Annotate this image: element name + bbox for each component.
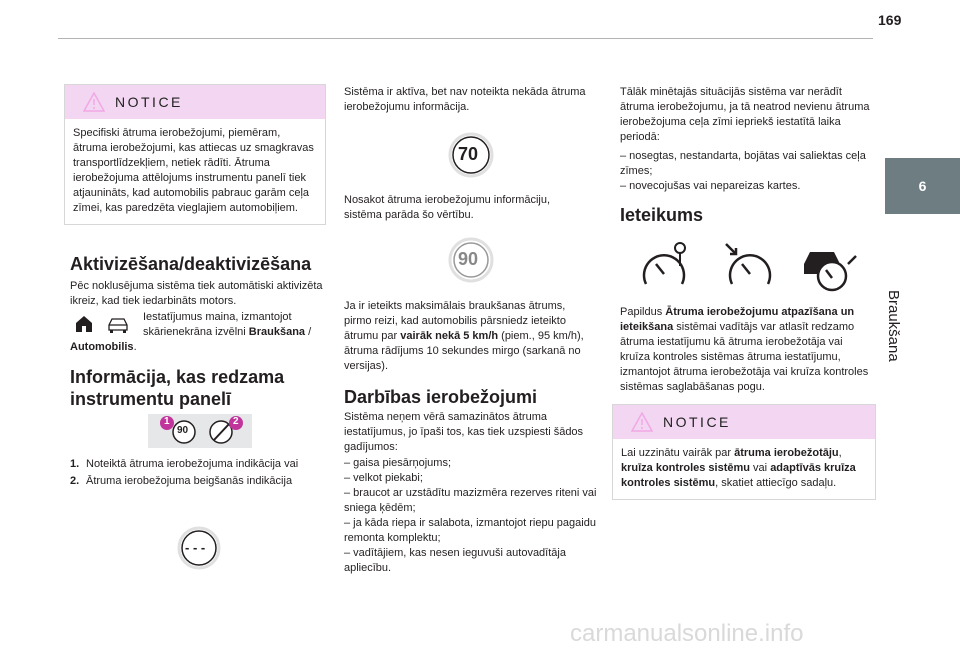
indicator-list bbox=[70, 457, 330, 489]
list-item: – vadītājiem, kas nesen ieguvuši autovadītāja apliecību. bbox=[344, 547, 566, 574]
watermark: carmanualsonline.info bbox=[570, 620, 804, 647]
section-heading-activation: Aktivizēšana/deaktivizēšana bbox=[70, 254, 312, 274]
speedometer-arrow-icon bbox=[722, 240, 782, 292]
sign-value-90: 90 bbox=[177, 425, 189, 436]
sign-70-value: 70 bbox=[458, 144, 479, 164]
limits-list bbox=[344, 456, 599, 576]
chapter-tab: 6 bbox=[885, 158, 960, 214]
speed-sign-70-icon bbox=[447, 131, 495, 179]
instrument-panel-illustration bbox=[148, 414, 252, 448]
list-item: – velkot piekabi; bbox=[344, 472, 423, 484]
section-heading-advice: Ieteikums bbox=[620, 205, 704, 225]
section-heading-info-line1: Informācija, kas redzama bbox=[70, 367, 285, 387]
settings-text-part: Iestatījumus maina, izmantojot skārienekrāna izvēlni bbox=[143, 311, 292, 338]
list-item: – braucot ar uzstādītu mazizmēra rezerves riteni vai sniega ķēdēm; bbox=[344, 487, 597, 514]
sign-dashes: - - - bbox=[185, 540, 206, 555]
notice-text-a: Lai uzzinātu vairāk par bbox=[621, 447, 735, 459]
notice-text-g: , skatiet attiecīgo sadaļu. bbox=[715, 477, 837, 489]
list-item: – gaisa piesārņojums; bbox=[344, 457, 452, 469]
settings-separator: / bbox=[305, 326, 312, 338]
home-icon bbox=[73, 313, 95, 335]
list-item: – nosegtas, nestandarta, bojātas vai saliektas ceļa zīmes; bbox=[620, 150, 866, 177]
notice-box bbox=[64, 84, 326, 225]
recommended-speed-threshold: vairāk nekā 5 km/h bbox=[400, 330, 499, 342]
car-icon bbox=[105, 313, 131, 335]
detection-text: Nosakot ātruma ierobežojumu informāciju, sistēma parāda šo vērtību. bbox=[344, 194, 551, 221]
list-item bbox=[70, 457, 330, 472]
advice-text-a: Papildus bbox=[620, 306, 666, 318]
notice-text-e: vai bbox=[750, 462, 771, 474]
list-item: – novecojušas vai nepareizas kartes. bbox=[620, 180, 801, 192]
advice-text-c: sistēmai vadītājs var atlasīt redzamo ātruma iestatījumu kā ātruma ierobežotāja vai kruīza kontroles sistēmas ātruma iestatījumu, izmantojot ātruma ierobežotāja vai kruīza kontroles sistēmas saglabāšanas pogu. bbox=[620, 321, 869, 393]
notice-title: NOTICE bbox=[663, 414, 731, 430]
sign-90-value: 90 bbox=[458, 249, 479, 269]
link-adaptive-cruise-control: adaptīvās kruīza kontroles sistēmu bbox=[621, 462, 856, 489]
recommended-speed-text-a: Ja ir ieteikts maksimālais braukšanas ātrums, pirmo reizi, kad automobilis pārsniedz ieteikto ātrumu par bbox=[344, 300, 566, 342]
list-item bbox=[70, 474, 330, 489]
speed-sign-90-icon bbox=[447, 236, 495, 284]
limits-intro: Sistēma neņem vērā samazinātos ātruma iestatījumus, jo īpaši tos, kas tiek uzspiesti šādos gadījumos: bbox=[344, 411, 584, 453]
chapter-title: Braukšana bbox=[885, 290, 902, 362]
section-heading-limits: Darbības ierobežojumi bbox=[344, 387, 538, 407]
notice-header bbox=[65, 85, 325, 119]
no-info-sign-icon bbox=[176, 525, 222, 571]
settings-text bbox=[143, 310, 333, 340]
activation-text: Pēc noklusējuma sistēma tiek automātiski aktivizēta ikreiz, kad tiek iedarbināts motors. bbox=[70, 280, 323, 307]
menu-driving: Braukšana bbox=[248, 326, 306, 338]
list-item-text: Ātruma ierobežojuma beigšanās indikācija bbox=[86, 475, 293, 487]
car-speedometer-icon bbox=[800, 242, 862, 294]
link-cruise-control: kruīza kontroles sistēmu bbox=[621, 462, 750, 474]
settings-text-continued bbox=[70, 340, 330, 355]
advice-text bbox=[620, 305, 875, 395]
advice-system-name: Ātruma ierobežojumu atpazīšana un ieteikšana bbox=[620, 306, 855, 333]
callout-badge-2: 2 bbox=[233, 416, 239, 427]
list-item-number: 2. bbox=[70, 475, 80, 487]
list-item-text: Noteiktā ātruma ierobežojuma indikācija vai bbox=[86, 458, 299, 470]
notice-text-c: , bbox=[838, 447, 842, 459]
no-display-text: Tālāk minētajās situācijās sistēma var nerādīt ātruma ierobežojumu, ja tā neatrod nevienu ātruma ierobežojuma ceļa zīmi iepriekš iestatītā laika periodā: bbox=[620, 86, 870, 143]
notice-text bbox=[613, 439, 875, 499]
warning-icon bbox=[83, 92, 105, 112]
speedometer-pin-icon bbox=[640, 240, 700, 292]
recommended-speed-text bbox=[344, 299, 589, 374]
warning-icon bbox=[631, 412, 653, 432]
menu-vehicle: Automobilis bbox=[70, 341, 134, 353]
settings-text-end: . bbox=[133, 341, 137, 353]
notice-text: Specifiski ātruma ierobežojumi, piemēram, ātruma ierobežojumi, kas attiecas uz smagkravas transportlīdzekļiem, netiek rādīti. Ātruma ierobežojuma attēlojums instrumentu panelī tiek atjaunināts, kad automobilis pabrauc garām ceļa zīmei, kas paredzēta vieglajiem automobiļiem. bbox=[73, 127, 314, 214]
callout-badge-1: 1 bbox=[164, 416, 170, 427]
top-divider bbox=[58, 38, 873, 39]
section-heading-info-line2: instrumentu panelī bbox=[70, 389, 232, 409]
notice-header bbox=[613, 405, 875, 439]
recommended-speed-text-c: (piem., 95 km/h), ātruma rādījums 10 sekundes mirgo (sarkanā no versijas). bbox=[344, 330, 584, 372]
no-display-list bbox=[620, 149, 875, 194]
list-item: – ja kāda riepa ir salabota, izmantojot riepu pagaidu remonta komplektu; bbox=[344, 517, 596, 544]
notice-title: NOTICE bbox=[115, 94, 183, 110]
page-number: 169 bbox=[878, 12, 902, 28]
link-speed-limiter: ātruma ierobežotāju bbox=[734, 447, 839, 459]
notice-box bbox=[612, 404, 876, 500]
system-active-text: Sistēma ir aktīva, bet nav noteikta nekāda ātruma ierobežojumu informācija. bbox=[344, 86, 586, 113]
list-item-number: 1. bbox=[70, 458, 80, 470]
